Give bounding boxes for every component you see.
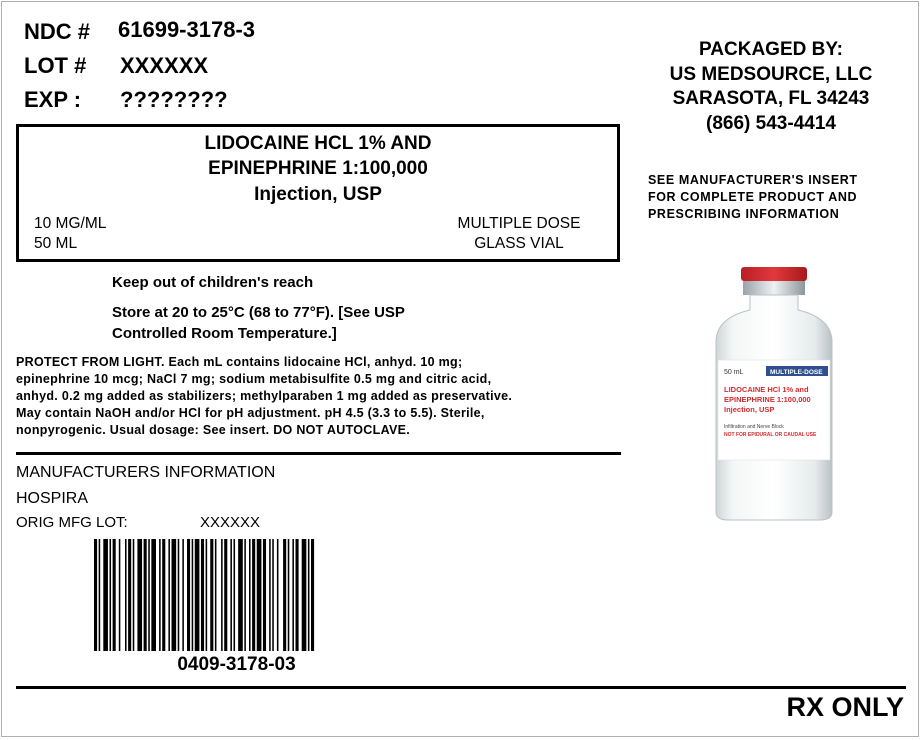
composition-line: May contain NaOH and/or HCl for pH adjustment. pH 4.5 (3.3 to 5.5). Sterile, bbox=[16, 406, 485, 420]
product-dose-type: MULTIPLE DOSE bbox=[457, 215, 581, 232]
barcode-bar bbox=[302, 539, 307, 651]
manufacturer-name: HOSPIRA bbox=[16, 490, 89, 507]
barcode-bar bbox=[296, 539, 299, 651]
rx-only: RX ONLY bbox=[786, 692, 904, 722]
bottom-divider bbox=[16, 686, 906, 689]
barcode-bar bbox=[206, 539, 208, 651]
vial-banner: MULTIPLE-DOSE bbox=[770, 369, 823, 376]
barcode-bar bbox=[292, 539, 294, 651]
divider bbox=[16, 452, 621, 455]
packager-block bbox=[640, 38, 902, 136]
barcode-bar bbox=[249, 539, 251, 651]
barcode-bar bbox=[277, 539, 279, 651]
barcode-bar bbox=[133, 539, 135, 651]
barcode-bar bbox=[234, 539, 236, 651]
manufacturer-heading: MANUFACTURERS INFORMATION bbox=[16, 464, 276, 481]
insert-note-line: SEE MANUFACTURER'S INSERT bbox=[648, 173, 858, 187]
barcode-bar bbox=[94, 539, 97, 651]
product-volume: 50 ML bbox=[34, 235, 78, 252]
barcode-bar bbox=[113, 539, 116, 651]
children-warning: Keep out of children's reach bbox=[112, 274, 314, 291]
composition-line: anhyd. 0.2 mg added as stabilizers; methylparaben 1 mg added as preservative. bbox=[16, 389, 513, 403]
barcode-bar bbox=[103, 539, 108, 651]
barcode-bar bbox=[172, 539, 177, 651]
packager-heading: PACKAGED BY: bbox=[699, 39, 843, 60]
barcode-bar bbox=[144, 539, 147, 651]
barcode-bar bbox=[159, 539, 161, 651]
barcode-bar bbox=[162, 539, 165, 651]
barcode-bar bbox=[125, 539, 127, 651]
composition-line: epinephrine 10 mcg; NaCl 7 mg; sodium metabisulfite 0.5 mg and citric acid, bbox=[16, 372, 492, 386]
barcode-bar bbox=[311, 539, 314, 651]
composition-paragraph bbox=[16, 354, 576, 439]
orig-lot-label: ORIG MFG LOT: bbox=[16, 514, 128, 531]
barcode-bar bbox=[201, 539, 204, 651]
barcode-bar bbox=[224, 539, 227, 651]
barcode-bar bbox=[244, 539, 246, 651]
barcode-bar bbox=[182, 539, 184, 651]
product-form: Injection, USP bbox=[254, 184, 382, 205]
exp-label: EXP : bbox=[24, 87, 82, 112]
barcode-bar bbox=[137, 539, 142, 651]
barcode bbox=[94, 539, 379, 651]
product-container: GLASS VIAL bbox=[474, 235, 564, 252]
storage-line1: Store at 20 to 25°C (68 to 77°F). [See USP bbox=[112, 304, 405, 321]
vial-use: Infiltration and Nerve Block bbox=[724, 424, 784, 430]
barcode-bar bbox=[148, 539, 150, 651]
barcode-bar bbox=[283, 539, 286, 651]
barcode-bar bbox=[187, 539, 190, 651]
barcode-bar bbox=[269, 539, 271, 651]
barcode-bar bbox=[215, 539, 217, 651]
barcode-bar bbox=[272, 539, 274, 651]
composition-line: PROTECT FROM LIGHT. Each mL contains lidocaine HCl, anhyd. 10 mg; bbox=[16, 355, 463, 369]
packager-address: SARASOTA, FL 34243 bbox=[672, 88, 870, 109]
barcode-bar bbox=[192, 539, 194, 651]
orig-lot-value: XXXXXX bbox=[200, 514, 261, 531]
barcode-bar bbox=[119, 539, 121, 651]
vial-name-line1: LIDOCAINE HCl 1% and bbox=[724, 385, 809, 394]
insert-note bbox=[648, 172, 858, 223]
packager-name: US MEDSOURCE, LLC bbox=[669, 63, 873, 85]
vial-warning: NOT FOR EPIDURAL OR CAUDAL USE bbox=[724, 432, 817, 438]
barcode-bar bbox=[238, 539, 243, 651]
product-strength: 10 MG/ML bbox=[34, 215, 107, 232]
barcode-bar bbox=[210, 539, 213, 651]
lot-label: LOT # bbox=[24, 53, 87, 78]
product-name-line1: LIDOCAINE HCL 1% AND bbox=[204, 133, 432, 154]
barcode-bar bbox=[110, 539, 112, 651]
product-name-line2: EPINEPHRINE 1:100,000 bbox=[208, 158, 428, 179]
barcode-bar bbox=[168, 539, 170, 651]
insert-note-line: FOR COMPLETE PRODUCT AND bbox=[648, 190, 858, 204]
barcode-bar bbox=[263, 539, 266, 651]
vial-volume: 50 mL bbox=[724, 369, 744, 376]
storage-line2: Controlled Room Temperature.] bbox=[112, 325, 337, 342]
barcode-bar bbox=[257, 539, 262, 651]
barcode-bar bbox=[252, 539, 255, 651]
ndc-value: 61699-3178-3 bbox=[118, 17, 256, 42]
barcode-bar bbox=[195, 539, 200, 651]
exp-value: ???????? bbox=[120, 87, 228, 112]
barcode-bar bbox=[151, 539, 156, 651]
barcode-bar bbox=[99, 539, 101, 651]
barcode-bar bbox=[308, 539, 310, 651]
vial-image bbox=[700, 262, 848, 530]
product-box bbox=[16, 124, 620, 262]
vial-name-line3: Injection, USP bbox=[724, 405, 775, 414]
barcode-bar bbox=[230, 539, 232, 651]
composition-line: nonpyrogenic. Usual dosage: See insert. DO NOT AUTOCLAVE. bbox=[16, 423, 411, 437]
barcode-bar bbox=[128, 539, 131, 651]
vial-name-line2: EPINEPHRINE 1:100,000 bbox=[724, 395, 811, 404]
packager-phone: (866) 543-4414 bbox=[706, 112, 836, 134]
barcode-bar bbox=[288, 539, 290, 651]
insert-note-line: PRESCRIBING INFORMATION bbox=[648, 207, 840, 221]
lot-value: XXXXXX bbox=[120, 53, 209, 78]
barcode-bar bbox=[221, 539, 223, 651]
ndc-label: NDC # bbox=[24, 19, 91, 44]
barcode-bar bbox=[178, 539, 180, 651]
barcode-number: 0409-3178-03 bbox=[177, 654, 296, 675]
